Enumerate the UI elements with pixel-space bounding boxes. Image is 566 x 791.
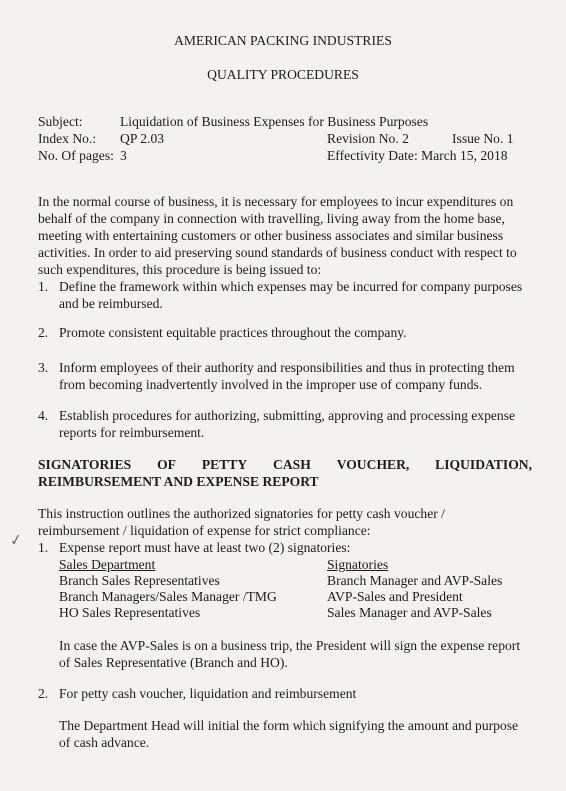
intro-line: such expenditures, this procedure is being issued to:	[38, 262, 322, 277]
table-cell-signatories: AVP-Sales and President	[327, 589, 463, 604]
heading-word: LIQUIDATION,	[435, 457, 532, 472]
list-item: from becoming inadvertently involved in the improper use of company funds.	[59, 377, 483, 392]
intro-line: behalf of the company in connection with travelling, living away from the home base,	[38, 211, 505, 226]
list-number: 2.	[38, 686, 49, 701]
list-number: 3.	[38, 360, 49, 375]
intro-line: In the normal course of business, it is necessary for employees to incur expenditures on	[38, 194, 514, 209]
subject-value: Liquidation of Business Expenses for Business Purposes	[120, 114, 429, 129]
company-name: AMERICAN PACKING INDUSTRIES	[174, 33, 392, 48]
note-line: In case the AVP-Sales is on a business trip, the President will sign the expense report	[59, 638, 521, 653]
note-line: The Department Head will initial the form which signifying the amount and purpose	[59, 718, 519, 733]
heading-word: SIGNATORIES	[38, 457, 132, 472]
effectivity-date: Effectivity Date: March 15, 2018	[327, 148, 508, 163]
intro-line: activities. In order to aid preserving sound standards of business conduct with respect to	[38, 245, 517, 260]
table-cell-department: Branch Sales Representatives	[59, 573, 220, 588]
list-number: 1.	[38, 540, 49, 555]
checkmark-annotation: ✓	[8, 532, 24, 550]
table-cell-signatories: Branch Manager and AVP-Sales	[327, 573, 503, 588]
list-item: Establish procedures for authorizing, submitting, approving and processing expense	[59, 408, 516, 423]
list-item: Define the framework within which expenses may be incurred for company purposes	[59, 279, 523, 294]
heading-word: CASH	[273, 457, 311, 472]
issue-number: Issue No. 1	[452, 131, 514, 146]
note-line: of cash advance.	[59, 735, 150, 750]
heading-word: VOUCHER,	[336, 457, 410, 472]
section-intro-line: reimbursement / liquidation of expense for strict compliance:	[38, 523, 371, 538]
note-line: of Sales Representative (Branch and HO).	[59, 655, 288, 670]
intro-line: meeting with entertaining customers or other business associates and similar business	[38, 228, 504, 243]
list-item: reports for reimbursement.	[59, 425, 205, 440]
heading-word: PETTY	[201, 457, 248, 472]
list-item: and be reimbursed.	[59, 296, 163, 311]
list-number: 4.	[38, 408, 49, 423]
table-header-signatories: Signatories	[327, 557, 389, 572]
list-item: Promote consistent equitable practices throughout the company.	[59, 325, 407, 340]
table-cell-signatories: Sales Manager and AVP-Sales	[327, 605, 492, 620]
table-header-department: Sales Department	[59, 557, 156, 572]
list-item: Expense report must have at least two (2) signatories:	[59, 540, 351, 555]
list-item: For petty cash voucher, liquidation and reimbursement	[59, 686, 357, 701]
section-intro-line: This instruction outlines the authorized signatories for petty cash voucher /	[38, 506, 445, 521]
pages-label: No. Of pages:	[38, 148, 114, 163]
index-value: QP 2.03	[120, 131, 165, 146]
section-heading	[38, 456, 532, 473]
revision-number: Revision No. 2	[327, 131, 409, 146]
subject-label: Subject:	[38, 114, 83, 129]
section-heading-line2: REIMBURSEMENT AND EXPENSE REPORT	[38, 474, 319, 489]
table-cell-department: HO Sales Representatives	[59, 605, 201, 620]
pages-value: 3	[120, 148, 127, 163]
list-number: 2.	[38, 325, 49, 340]
list-item: Inform employees of their authority and responsibilities and thus in protecting them	[59, 360, 515, 375]
table-cell-department: Branch Managers/Sales Manager /TMG	[59, 589, 277, 604]
document-title: QUALITY PROCEDURES	[207, 67, 359, 82]
heading-word: OF	[157, 457, 176, 472]
list-number: 1.	[38, 279, 49, 294]
index-label: Index No.:	[38, 131, 97, 146]
